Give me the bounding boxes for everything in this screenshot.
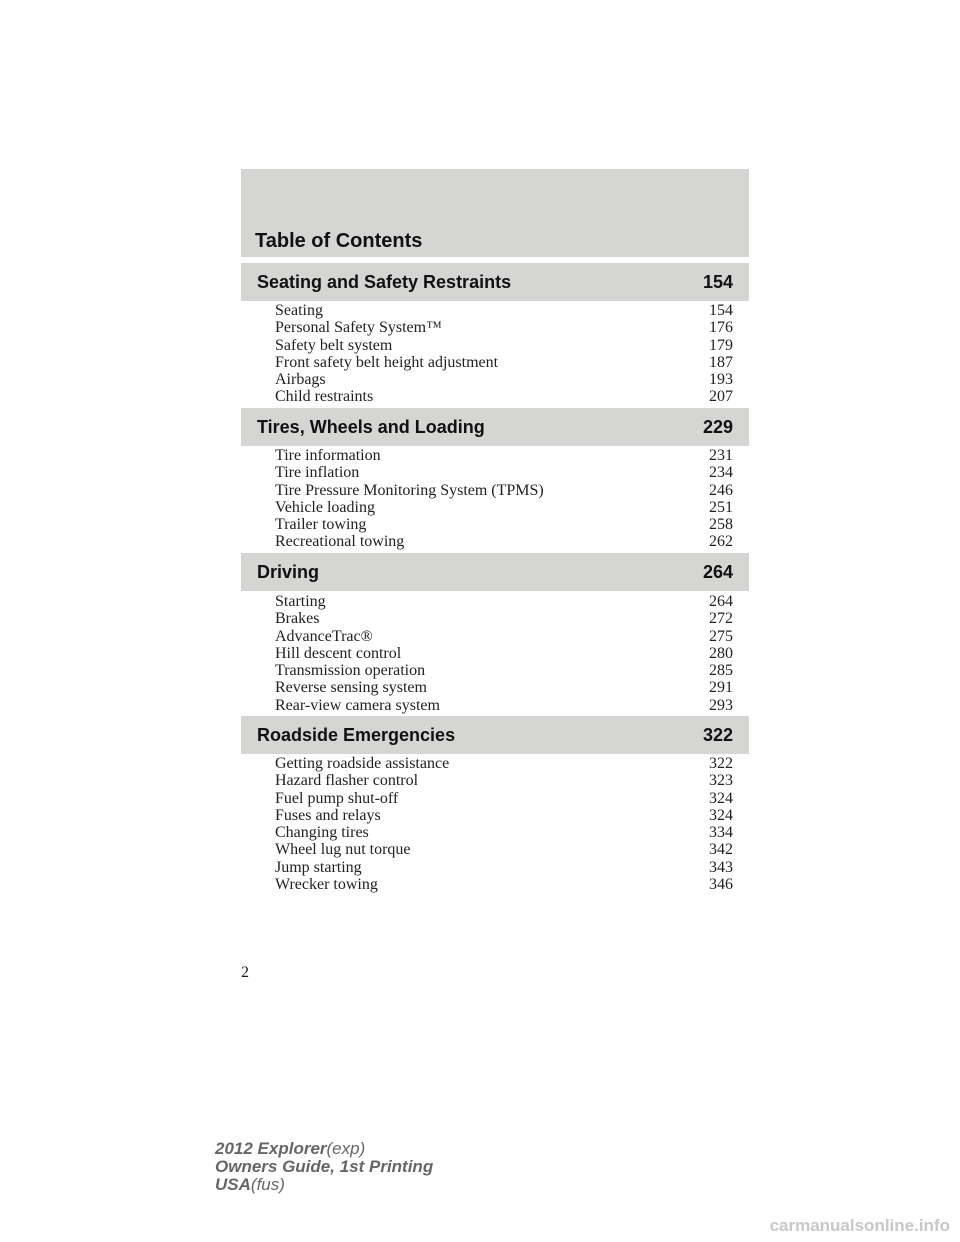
page-number: 2: [241, 964, 249, 981]
toc-entry-label: Front safety belt height adjustment: [275, 353, 499, 371]
toc-entry-label: Safety belt system: [275, 336, 393, 354]
toc-entry-label: Starting: [275, 593, 326, 610]
toc-entry-page: 231: [709, 447, 733, 464]
toc-entry[interactable]: [275, 354, 733, 371]
toc-entry[interactable]: [275, 824, 733, 841]
toc-entry[interactable]: [275, 645, 733, 662]
toc-entry[interactable]: [275, 841, 733, 858]
toc-entry-page: 193: [709, 371, 733, 389]
toc-entry-label: Transmission operation: [275, 662, 426, 680]
toc-entry-page: 258: [709, 516, 733, 534]
toc-entry-page: 272: [709, 610, 733, 628]
section-title: Tires, Wheels and Loading: [257, 416, 485, 437]
toc-entry[interactable]: [275, 755, 733, 772]
toc-entry-label: Getting roadside assistance: [275, 755, 450, 772]
footer-guide: Owners Guide, 1st Printing: [215, 1157, 434, 1176]
toc-entry[interactable]: [275, 533, 733, 550]
toc-header: [241, 169, 749, 257]
toc-entry[interactable]: [275, 772, 733, 789]
toc-entry-label: Jump starting: [275, 858, 362, 876]
toc-entry[interactable]: [275, 388, 733, 405]
toc-entry-page: 323: [709, 772, 733, 790]
toc-entry-page: 234: [709, 464, 733, 482]
toc-entry-label: AdvanceTrac®: [275, 627, 373, 645]
toc-entry-page: 291: [709, 679, 733, 697]
section-header[interactable]: [241, 716, 749, 754]
toc-entry[interactable]: [275, 447, 733, 464]
footer-model-code: (exp): [326, 1139, 366, 1158]
toc-entry[interactable]: [275, 790, 733, 807]
toc-entry-page: 293: [709, 696, 733, 714]
entry-list: [275, 302, 733, 406]
toc-entry-label: Vehicle loading: [275, 498, 375, 516]
toc-entry-page: 154: [709, 302, 733, 319]
section-header[interactable]: [241, 553, 749, 591]
toc-entry[interactable]: [275, 337, 733, 354]
toc-entry-label: Wrecker towing: [275, 876, 378, 894]
toc-entry-label: Hazard flasher control: [275, 772, 419, 790]
toc-entry-label: Personal Safety System™: [275, 319, 442, 337]
toc-entry-label: Seating: [275, 302, 323, 319]
toc-entry-label: Child restraints: [275, 388, 374, 406]
entry-list: [275, 755, 733, 893]
toc-entry-page: 264: [709, 593, 733, 610]
toc-entry-page: 280: [709, 644, 733, 662]
toc-entry-label: Tire inflation: [275, 464, 360, 482]
toc-entry-label: Wheel lug nut torque: [275, 841, 411, 859]
toc-entry[interactable]: [275, 662, 733, 679]
section-page: 322: [702, 724, 733, 745]
page-title: Table of Contents: [255, 230, 423, 252]
toc-entry[interactable]: [275, 876, 733, 893]
toc-entry[interactable]: [275, 859, 733, 876]
toc-entry-page: 285: [709, 662, 733, 680]
toc-entry[interactable]: [275, 499, 733, 516]
toc-entry[interactable]: [275, 807, 733, 824]
toc-entry-page: 262: [709, 533, 733, 551]
toc-entry[interactable]: [275, 371, 733, 388]
toc-entry-page: 251: [709, 498, 733, 516]
footer-market: USA: [215, 1175, 251, 1194]
toc-entry[interactable]: [275, 697, 733, 714]
toc-entry-label: Airbags: [275, 371, 326, 389]
toc-entry[interactable]: [275, 593, 733, 610]
toc-entry-label: Fuses and relays: [275, 806, 381, 824]
toc-entry-label: Recreational towing: [275, 533, 405, 551]
toc-entry[interactable]: [275, 628, 733, 645]
toc-entry-page: 322: [709, 755, 733, 772]
entry-list: [275, 593, 733, 714]
section-title: Driving: [257, 561, 320, 582]
toc-entry-label: Rear-view camera system: [275, 696, 440, 714]
toc-entry-label: Reverse sensing system: [275, 679, 427, 697]
toc-entry[interactable]: [275, 464, 733, 481]
toc-entry-page: 324: [709, 789, 733, 807]
toc-entry-page: 342: [709, 841, 733, 859]
toc-entry-page: 343: [709, 858, 733, 876]
watermark: carmanualsonline.info: [769, 1216, 950, 1235]
toc-entry-label: Brakes: [275, 610, 320, 628]
toc-entry-page: 346: [709, 876, 733, 894]
toc-entry-label: Trailer towing: [275, 516, 367, 534]
section-header[interactable]: [241, 263, 749, 301]
toc-entry[interactable]: [275, 482, 733, 499]
toc-entry-page: 207: [709, 388, 733, 406]
section-title: Seating and Safety Restraints: [257, 271, 512, 292]
toc-entry-label: Tire information: [275, 447, 381, 464]
footer-model: 2012 Explorer: [215, 1139, 327, 1158]
toc-entry-page: 246: [709, 481, 733, 499]
toc-entry-label: Tire Pressure Monitoring System (TPMS): [275, 481, 544, 499]
toc-entry-page: 176: [709, 319, 733, 337]
footer-market-code: (fus): [250, 1175, 285, 1194]
section-header[interactable]: [241, 408, 749, 446]
entry-list: [275, 447, 733, 551]
toc-entry[interactable]: [275, 679, 733, 696]
toc-entry[interactable]: [275, 610, 733, 627]
toc-entry-page: 179: [709, 336, 733, 354]
toc-entry-label: Fuel pump shut-off: [275, 789, 399, 807]
toc-entry-page: 187: [709, 353, 733, 371]
toc-entry-page: 275: [709, 627, 733, 645]
toc-entry-page: 334: [709, 824, 733, 842]
toc-entry-label: Hill descent control: [275, 644, 402, 662]
toc-entry[interactable]: [275, 516, 733, 533]
toc-entry-label: Changing tires: [275, 824, 369, 842]
section-page: 264: [702, 561, 733, 582]
toc-entry-page: 324: [709, 806, 733, 824]
toc-entry[interactable]: [275, 302, 733, 319]
toc-entry[interactable]: [275, 319, 733, 336]
print-footer: [215, 1140, 433, 1194]
section-title: Roadside Emergencies: [257, 724, 456, 745]
section-page: 154: [702, 271, 733, 292]
section-page: 229: [702, 416, 733, 437]
